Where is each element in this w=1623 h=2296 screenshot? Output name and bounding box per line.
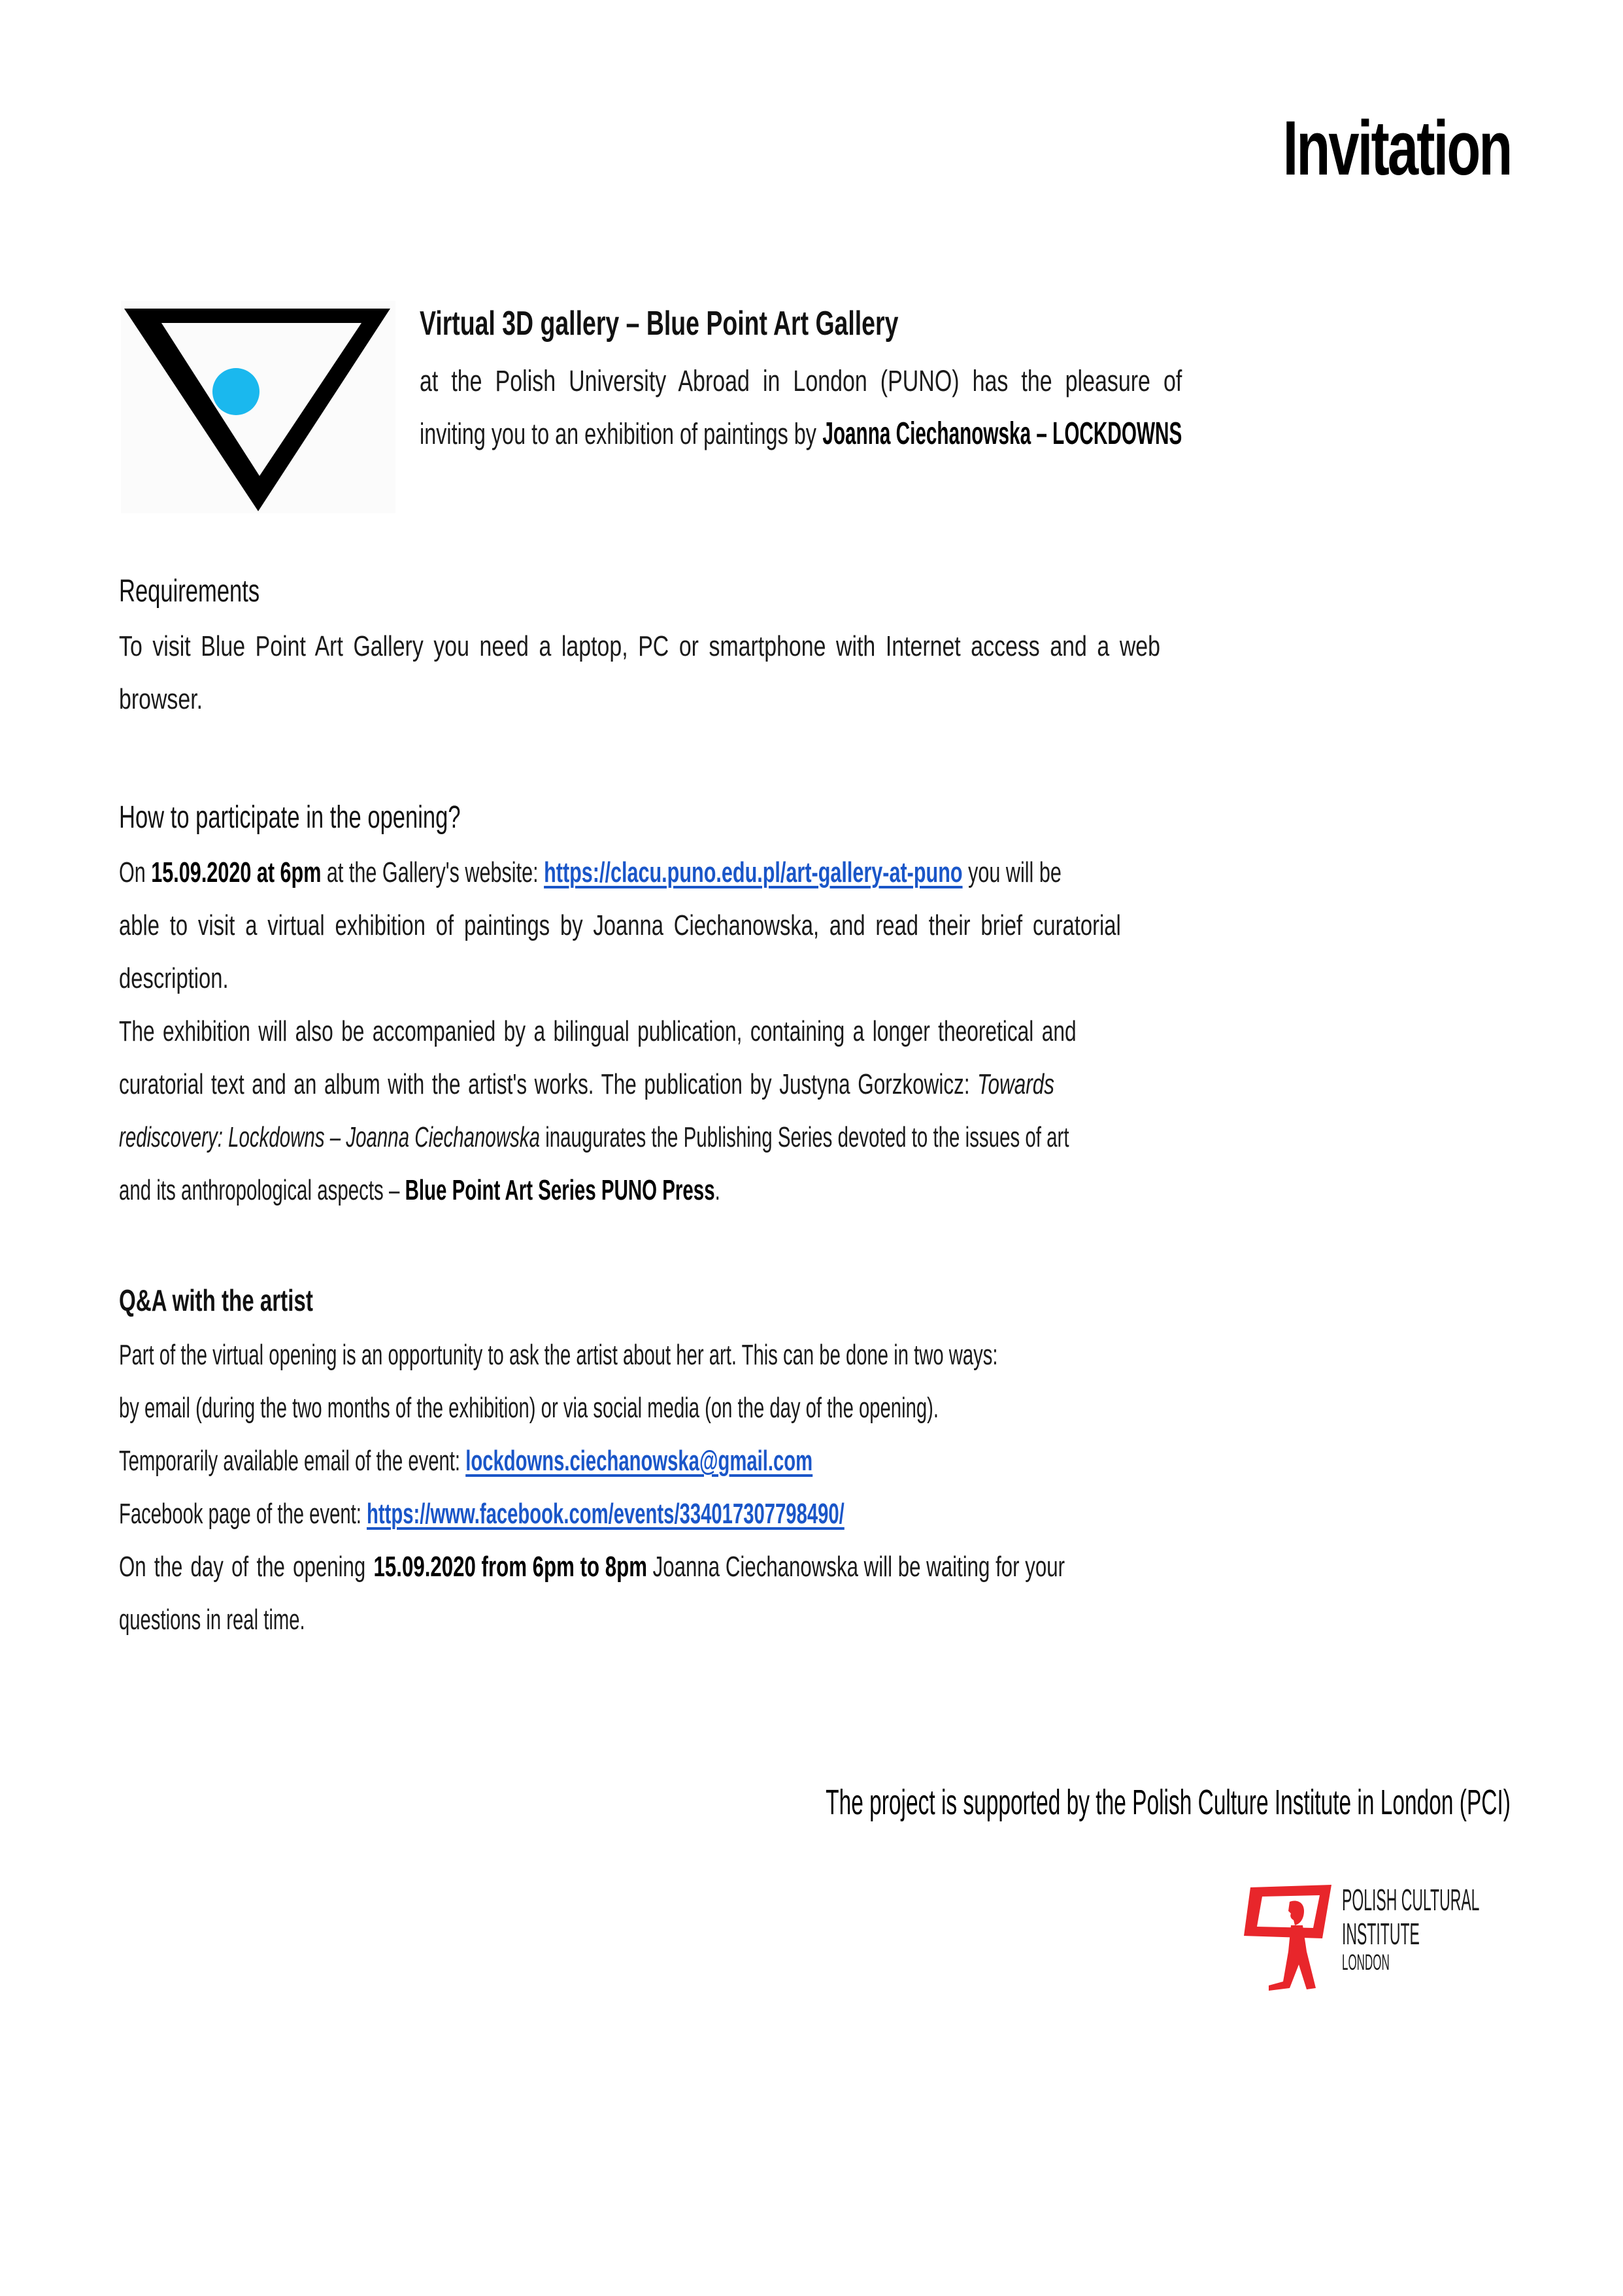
participate-line-3: [119, 952, 1155, 1005]
text: inaugurates the Publishing Series devoted to the issues of art: [540, 1121, 1069, 1153]
requirements-line-2-text: browser.: [119, 683, 203, 715]
opening-datetime: 15.09.2020 at 6pm: [151, 856, 322, 888]
qa-line-5: [119, 1540, 1107, 1593]
text: questions in real time.: [119, 1604, 305, 1636]
qa-line-4: [119, 1487, 1044, 1540]
qa-line-1: [119, 1328, 1044, 1381]
page-title: Invitation: [1282, 105, 1511, 192]
text: you will be: [962, 856, 1062, 888]
text: Joanna Ciechanowska will be waiting for your: [646, 1551, 1065, 1583]
artist-exhibition-name: Joanna Ciechanowska – LOCKDOWNS: [822, 416, 1182, 451]
text: at the Gallery's website:: [321, 856, 544, 888]
inverted-triangle-logo-icon: [121, 301, 395, 513]
text: On the day of the opening: [119, 1551, 374, 1583]
text: Facebook page of the event:: [119, 1498, 367, 1530]
participate-heading: How to participate in the opening?: [119, 800, 461, 835]
requirements-line-2: [119, 673, 1190, 726]
qa-line-3: [119, 1434, 1044, 1487]
blue-dot-icon: [212, 368, 259, 415]
text: .: [714, 1174, 720, 1206]
qa-line-2: [119, 1381, 1044, 1434]
participate-section: [119, 790, 1510, 1217]
gallery-website-link[interactable]: https://clacu.puno.edu.pl/art-gallery-at-puno: [544, 856, 963, 888]
publication-title-part-1: Towards: [977, 1068, 1054, 1100]
pci-logo-line-2: INSTITUTE: [1342, 1917, 1420, 1951]
text: able to visit a virtual exhibition of paintings by Joanna Ciechanowska, and read their brief curatorial: [119, 909, 1121, 941]
text: by email (during the two months of the exhibition) or via social media (on the day of the opening).: [119, 1392, 939, 1424]
participate-line-4: [119, 1005, 1120, 1058]
event-email-link[interactable]: lockdowns.ciechanowska@gmail.com: [465, 1445, 813, 1477]
text: curatorial text and an album with the artist's works. The publication by Justyna Gorzkowicz:: [119, 1068, 978, 1100]
text: description.: [119, 962, 229, 994]
participate-line-5: [119, 1058, 1114, 1111]
participate-line-7: [119, 1164, 1051, 1217]
text: and its anthropological aspects –: [119, 1174, 405, 1206]
intro-line-1-text: at the Polish University Abroad in London (PUNO) has the pleasure of: [420, 364, 1182, 397]
requirements-section: [119, 564, 1510, 726]
live-qa-time: 15.09.2020 from 6pm to 8pm: [373, 1551, 647, 1583]
text: Part of the virtual opening is an opportunity to ask the artist about her art. This can be done in two ways:: [119, 1339, 998, 1371]
participate-line-1: [119, 846, 1086, 899]
requirements-line-1: [119, 620, 1190, 673]
text: Temporarily available email of the event:: [119, 1445, 466, 1477]
publication-title-part-2: rediscovery: Lockdowns – Joanna Ciechanowska: [119, 1121, 541, 1153]
requirements-line-1-text: To visit Blue Point Art Gallery you need a laptop, PC or smartphone with Internet access and a web: [119, 630, 1160, 662]
participate-line-6: [119, 1111, 1069, 1164]
qa-heading: Q&A with the artist: [119, 1283, 313, 1317]
intro-heading: Virtual 3D gallery – Blue Point Art Gallery: [420, 305, 899, 343]
pci-logo-line-3: LONDON: [1342, 1950, 1390, 1975]
intro-line-1: [420, 354, 1243, 407]
participate-line-2: [119, 899, 1155, 952]
qa-section: [119, 1272, 1510, 1646]
publishing-series-name: Blue Point Art Series PUNO Press: [405, 1174, 715, 1206]
gallery-logo: [121, 301, 395, 513]
pci-logo: [1239, 1873, 1500, 1997]
support-note: The project is supported by the Polish Culture Institute in London (PCI): [826, 1783, 1511, 1822]
text: The exhibition will also be accompanied by a bilingual publication, containing a longer theoretical and: [119, 1015, 1077, 1047]
qa-line-6: [119, 1593, 1044, 1646]
intro-line-2: [420, 407, 1205, 460]
requirements-heading: Requirements: [119, 574, 260, 609]
text: On: [119, 856, 152, 888]
facebook-event-link[interactable]: https://www.facebook.com/events/334017307798490/: [367, 1498, 845, 1530]
pci-logo-line-1: POLISH CULTURAL: [1342, 1883, 1480, 1917]
intro-line-2-text: inviting you to an exhibition of paintings by: [420, 417, 823, 450]
intro-block: [420, 293, 1510, 460]
